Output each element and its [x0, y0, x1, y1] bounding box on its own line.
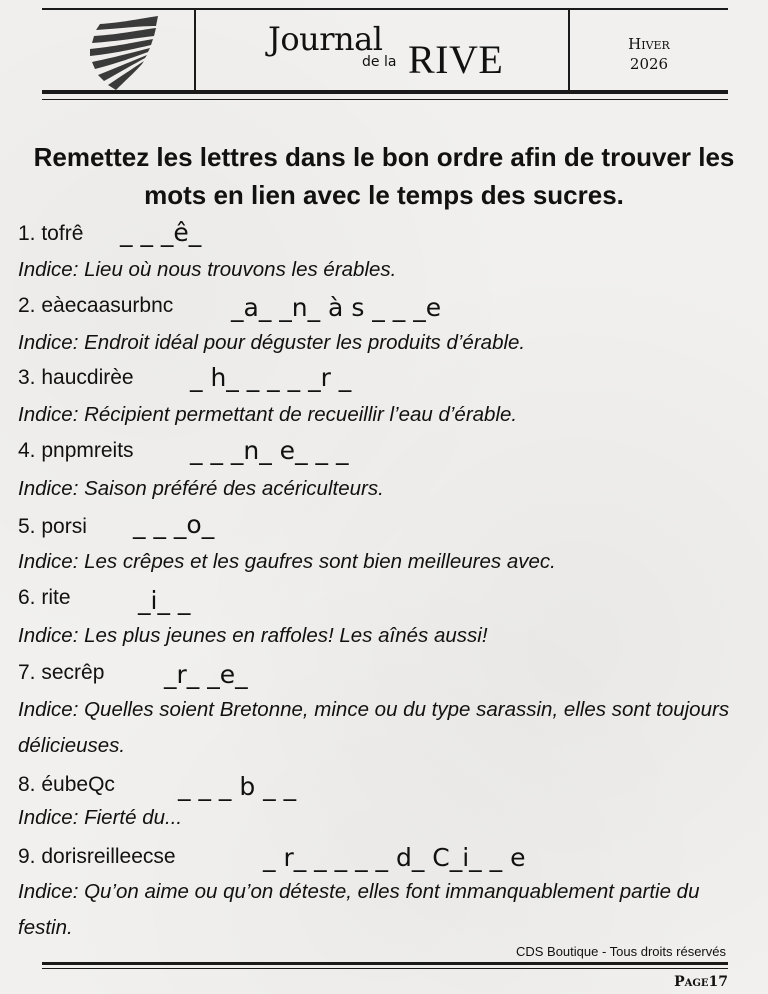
puzzle-hint: Indice: Les crêpes et les gaufres sont bien meilleures avec. [18, 550, 556, 573]
puzzle-answer-blanks: _ _ _ê_ [120, 218, 202, 247]
puzzle-prefix: 2. eàecaasurbnc [18, 294, 174, 317]
footer-rule-thin [42, 968, 728, 969]
season-year: 2026 [629, 55, 669, 73]
page-number [674, 974, 728, 990]
puzzle-answer-blanks: _ _ _o_ [133, 510, 215, 539]
puzzle-line-5 [18, 513, 87, 541]
puzzle-hint: Indice: Endroit idéal pour déguster les produits d’érable. [18, 331, 526, 354]
masthead [268, 16, 508, 86]
puzzle-line-6 [18, 584, 71, 612]
puzzle-prefix: 3. haucdirèe [18, 366, 134, 389]
puzzle-hint: Indice: Les plus jeunes en raffoles! Les aînés aussi! [18, 624, 488, 647]
header-top-rule [42, 8, 728, 10]
header-divider-right [568, 8, 570, 92]
puzzle-line-4 [18, 437, 134, 465]
masthead-rive: RIVE [408, 37, 504, 82]
puzzle-prefix: 5. porsi [18, 515, 87, 538]
puzzle-answer-blanks: _ r_ _ _ _ _ d_ C_i_ _ e [263, 843, 526, 872]
puzzle-answer-blanks: _ _ _n_ e_ _ _ [190, 436, 349, 465]
season-label: Hiver [628, 35, 670, 53]
puzzle-line-7 [18, 659, 104, 687]
puzzle-line-2 [18, 292, 173, 320]
puzzle-line-9 [18, 843, 176, 871]
puzzle-prefix: 1. tofrê [18, 222, 84, 245]
puzzle-hint: Indice: Quelles soient Bretonne, mince ou du type sarassin, elles sont toujours délicieuses. [18, 698, 730, 757]
puzzle-hint: Indice: Fierté du... [18, 806, 183, 829]
puzzle-line-3 [18, 364, 134, 392]
puzzle-answer-blanks: _r_ _e_ [164, 660, 248, 689]
masthead-journal: Journal [268, 20, 383, 58]
puzzle-prefix: 4. pnpmreits [18, 439, 134, 462]
puzzle-hint: Indice: Lieu où nous trouvons les érables. [18, 258, 397, 281]
puzzle-answer-blanks: _ h_ _ _ _ _r _ [190, 363, 352, 392]
puzzle-prefix: 6. rite [18, 586, 71, 609]
issue-season [596, 34, 702, 74]
puzzle-line-1 [18, 220, 83, 248]
puzzle-line-8 [18, 771, 115, 799]
puzzle-answer-blanks: _a_ _n_ à s _ _ _e [231, 293, 442, 322]
puzzle-answer-blanks: _ _ _ b _ _ [178, 772, 297, 801]
puzzle-answer-blanks: _i_ _ [138, 586, 191, 615]
puzzle-hint: Indice: Récipient permettant de recueillir l’eau d’érable. [18, 403, 518, 426]
footer-rule-thick [42, 962, 728, 965]
page-label: Page [674, 974, 709, 990]
header-divider-left [194, 8, 196, 92]
puzzle-prefix: 9. dorisreilleecse [18, 845, 176, 868]
copyright-note: CDS Boutique - Tous droits réservés [515, 944, 726, 959]
masthead-de-la: de la [362, 54, 397, 70]
header-bottom-rule-thin [42, 99, 728, 100]
puzzle-prefix: 7. secrêp [18, 661, 105, 684]
puzzle-hint: Indice: Saison préféré des acériculteurs. [18, 477, 384, 500]
page-title: Remettez les lettres dans le bon ordre afin de trouver les mots en lien avec le temps des sucres. [33, 142, 735, 210]
puzzle-hint: Indice: Qu’on aime ou qu’on déteste, elles font immanquablement partie du festin. [18, 880, 700, 939]
page-number-value: 17 [708, 974, 728, 990]
puzzle-prefix: 8. éubeQc [18, 773, 115, 796]
striped-fan-logo-icon [86, 14, 158, 92]
